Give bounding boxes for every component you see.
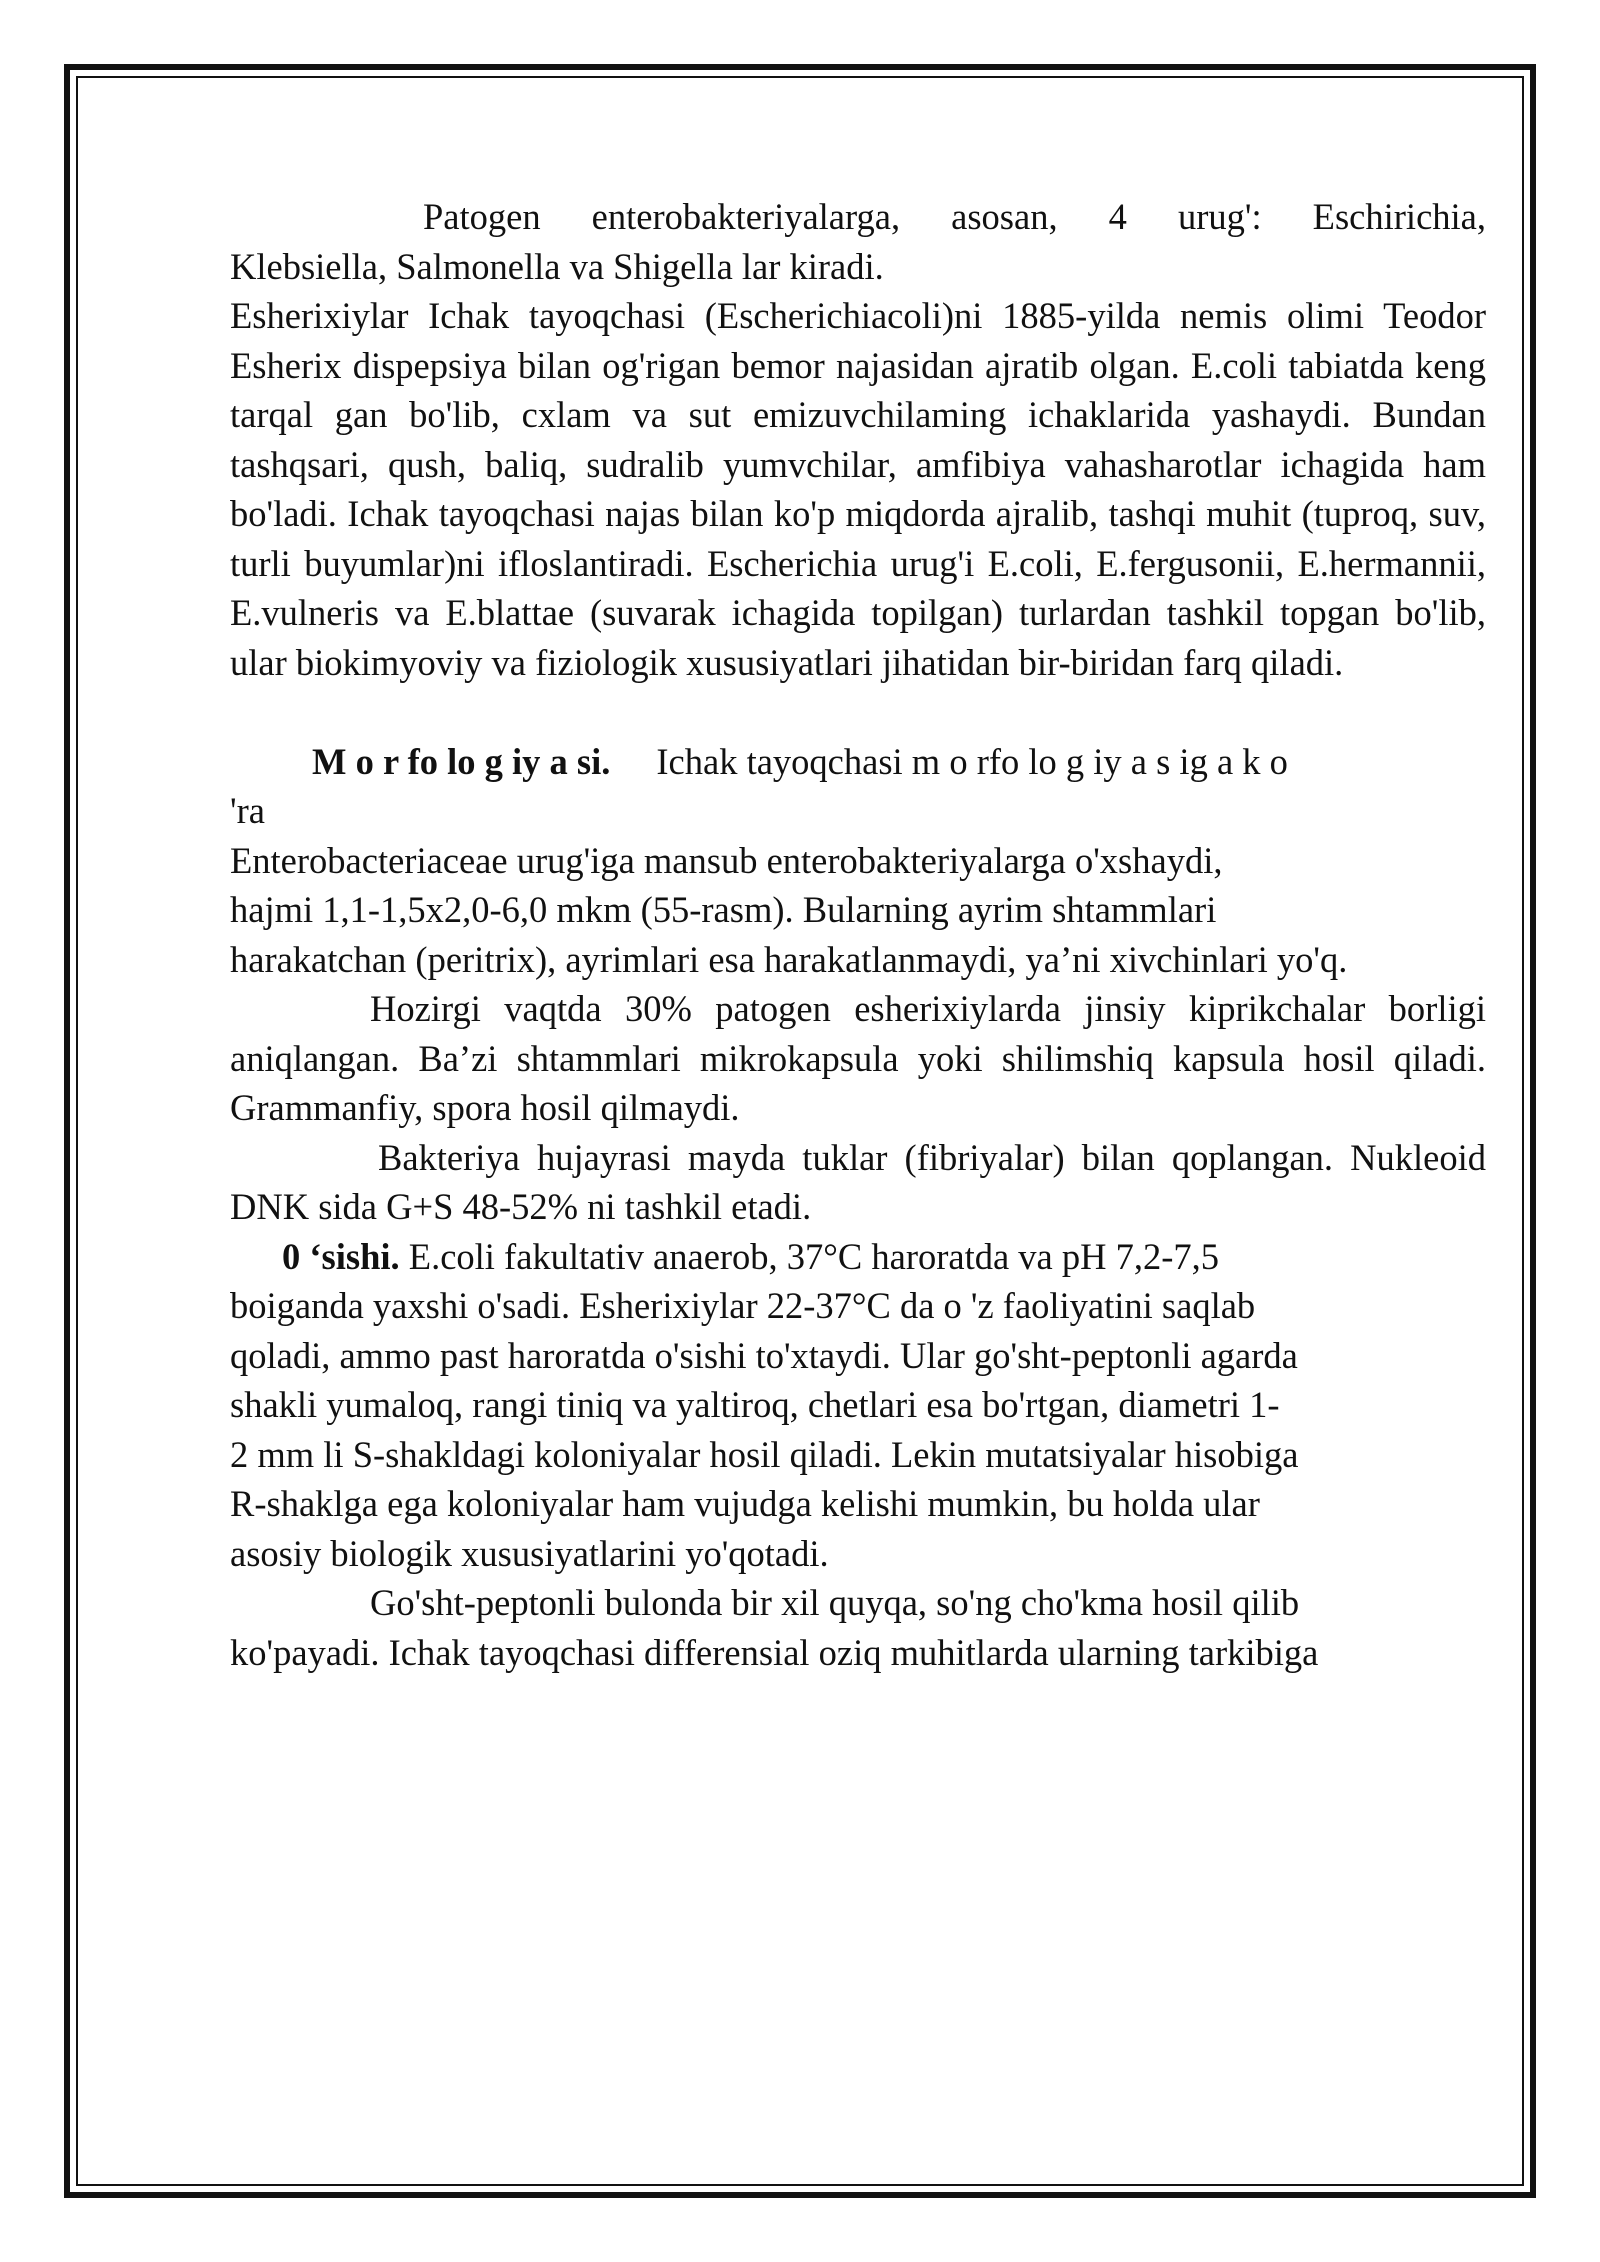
paragraph-intro-line2: Klebsiella, Salmonella va Shigella lar kiradi. bbox=[230, 245, 884, 287]
paragraph-bakteriya: Bakteriya hujayrasi mayda tuklar (fibriyalar) bilan qoplangan. Nukleoid DNK sida G+S 48-52% ni tashkil etadi. bbox=[230, 1136, 1486, 1227]
paragraph-osishi-line2: boiganda yaxshi o'sadi. Esherixiylar 22-37°C da o 'z faoliyatini saqlab bbox=[230, 1285, 1256, 1326]
paragraph-esherixiylar: Esherixiylar Ichak tayoqchasi (Escherichiacoli)ni 1885-yilda nemis olimi Teodor Esherix dispepsiya bilan og'rigan bemor najasidan ajratib olgan. E.coli tabiatda keng tarqal gan bo'lib, cxlam va sut emizuvchilaming ichaklarida yashaydi. Bundan tashqsari, qush, baliq, sudralib yumvchilar, amfibiya vahasharotlar ichagida ham bo'ladi. Ichak tayoqchasi najas bilan ko'p miqdorda ajralib, tashqi muhit (tuproq, suv, turli buyumlar)ni ifloslantiradi. Escherichia urug'i E.coli, E.fergusonii, E.hermannii, E.vulneris va E.blattae (suvarak ichagida topilgan) turlardan tashkil topgan bo'lib, ular biokimyoviy va fiziologik xususiyatlari jihatidan bir-biridan farq qiladi. bbox=[230, 295, 1486, 683]
paragraph-morfologiyasi-line5: harakatchan (peritrix), ayrimlari esa harakatlanmaydi, ya’ni xivchinlari yo'q. bbox=[230, 938, 1348, 980]
paragraph-bulon-line1: Go'sht-peptonli bulonda bir xil quyqa, so'ng cho'kma hosil qilib bbox=[370, 1582, 1300, 1623]
document-body bbox=[230, 192, 1486, 1677]
paragraph-osishi-line5: 2 mm li S-shakldagi koloniyalar hosil qiladi. Lekin mutatsiyalar hisobiga bbox=[230, 1433, 1299, 1475]
paragraph-morfologiyasi-line1 bbox=[230, 737, 1486, 787]
paragraph-morfologiyasi-line2: 'ra bbox=[230, 790, 265, 831]
blank-line bbox=[230, 687, 1486, 737]
paragraph-osishi-line1 bbox=[230, 1232, 1486, 1282]
heading-osishi: 0 ‘sishi. bbox=[282, 1235, 400, 1277]
osishi-text: E.coli fakultativ anaerob, 37°C haroratda va pH 7,2-7,5 bbox=[408, 1235, 1220, 1277]
paragraph-osishi-line4: shakli yumaloq, rangi tiniq va yaltiroq, chetlari esa bo'rtgan, diametri 1- bbox=[230, 1384, 1280, 1425]
morfologiyasi-text: Ichak tayoqchasi m o rfo lo g iy a s ig a k o bbox=[656, 740, 1288, 782]
paragraph-osishi-line6: R-shaklga ega koloniyalar ham vujudga kelishi mumkin, bu holda ular bbox=[230, 1483, 1260, 1524]
paragraph-osishi-line3: qoladi, ammo past haroratda o'sishi to'xtaydi. Ular go'sht-peptonli agarda bbox=[230, 1334, 1298, 1376]
paragraph-bulon-line2: ko'payadi. Ichak tayoqchasi differensial oziq muhitlarda ularning tarkibiga bbox=[230, 1631, 1319, 1673]
paragraph-hozirgi: Hozirgi vaqtda 30% patogen esherixiylarda jinsiy kiprikchalar borligi aniqlangan. Ba’zi shtammlari mikrokapsula yoki shilimshiq kapsula hosil qiladi. Grammanfiy, spora hosil qilmaydi. bbox=[230, 988, 1486, 1128]
paragraph-morfologiyasi-line3: Enterobacteriaceae urug'iga mansub enterobakteriyalarga o'xshaydi, bbox=[230, 839, 1223, 881]
paragraph-intro-line1: Patogen enterobakteriyalarga, asosan, 4 urug': Eschirichia, bbox=[423, 196, 1486, 237]
paragraph-osishi-line7: asosiy biologik xususiyatlarini yo'qotadi. bbox=[230, 1532, 829, 1574]
paragraph-morfologiyasi-line4: hajmi 1,1-1,5x2,0-6,0 mkm (55-rasm). Bularning ayrim shtammlari bbox=[230, 889, 1217, 930]
heading-morfologiyasi: M o r fo lo g iy a si. bbox=[312, 740, 611, 782]
